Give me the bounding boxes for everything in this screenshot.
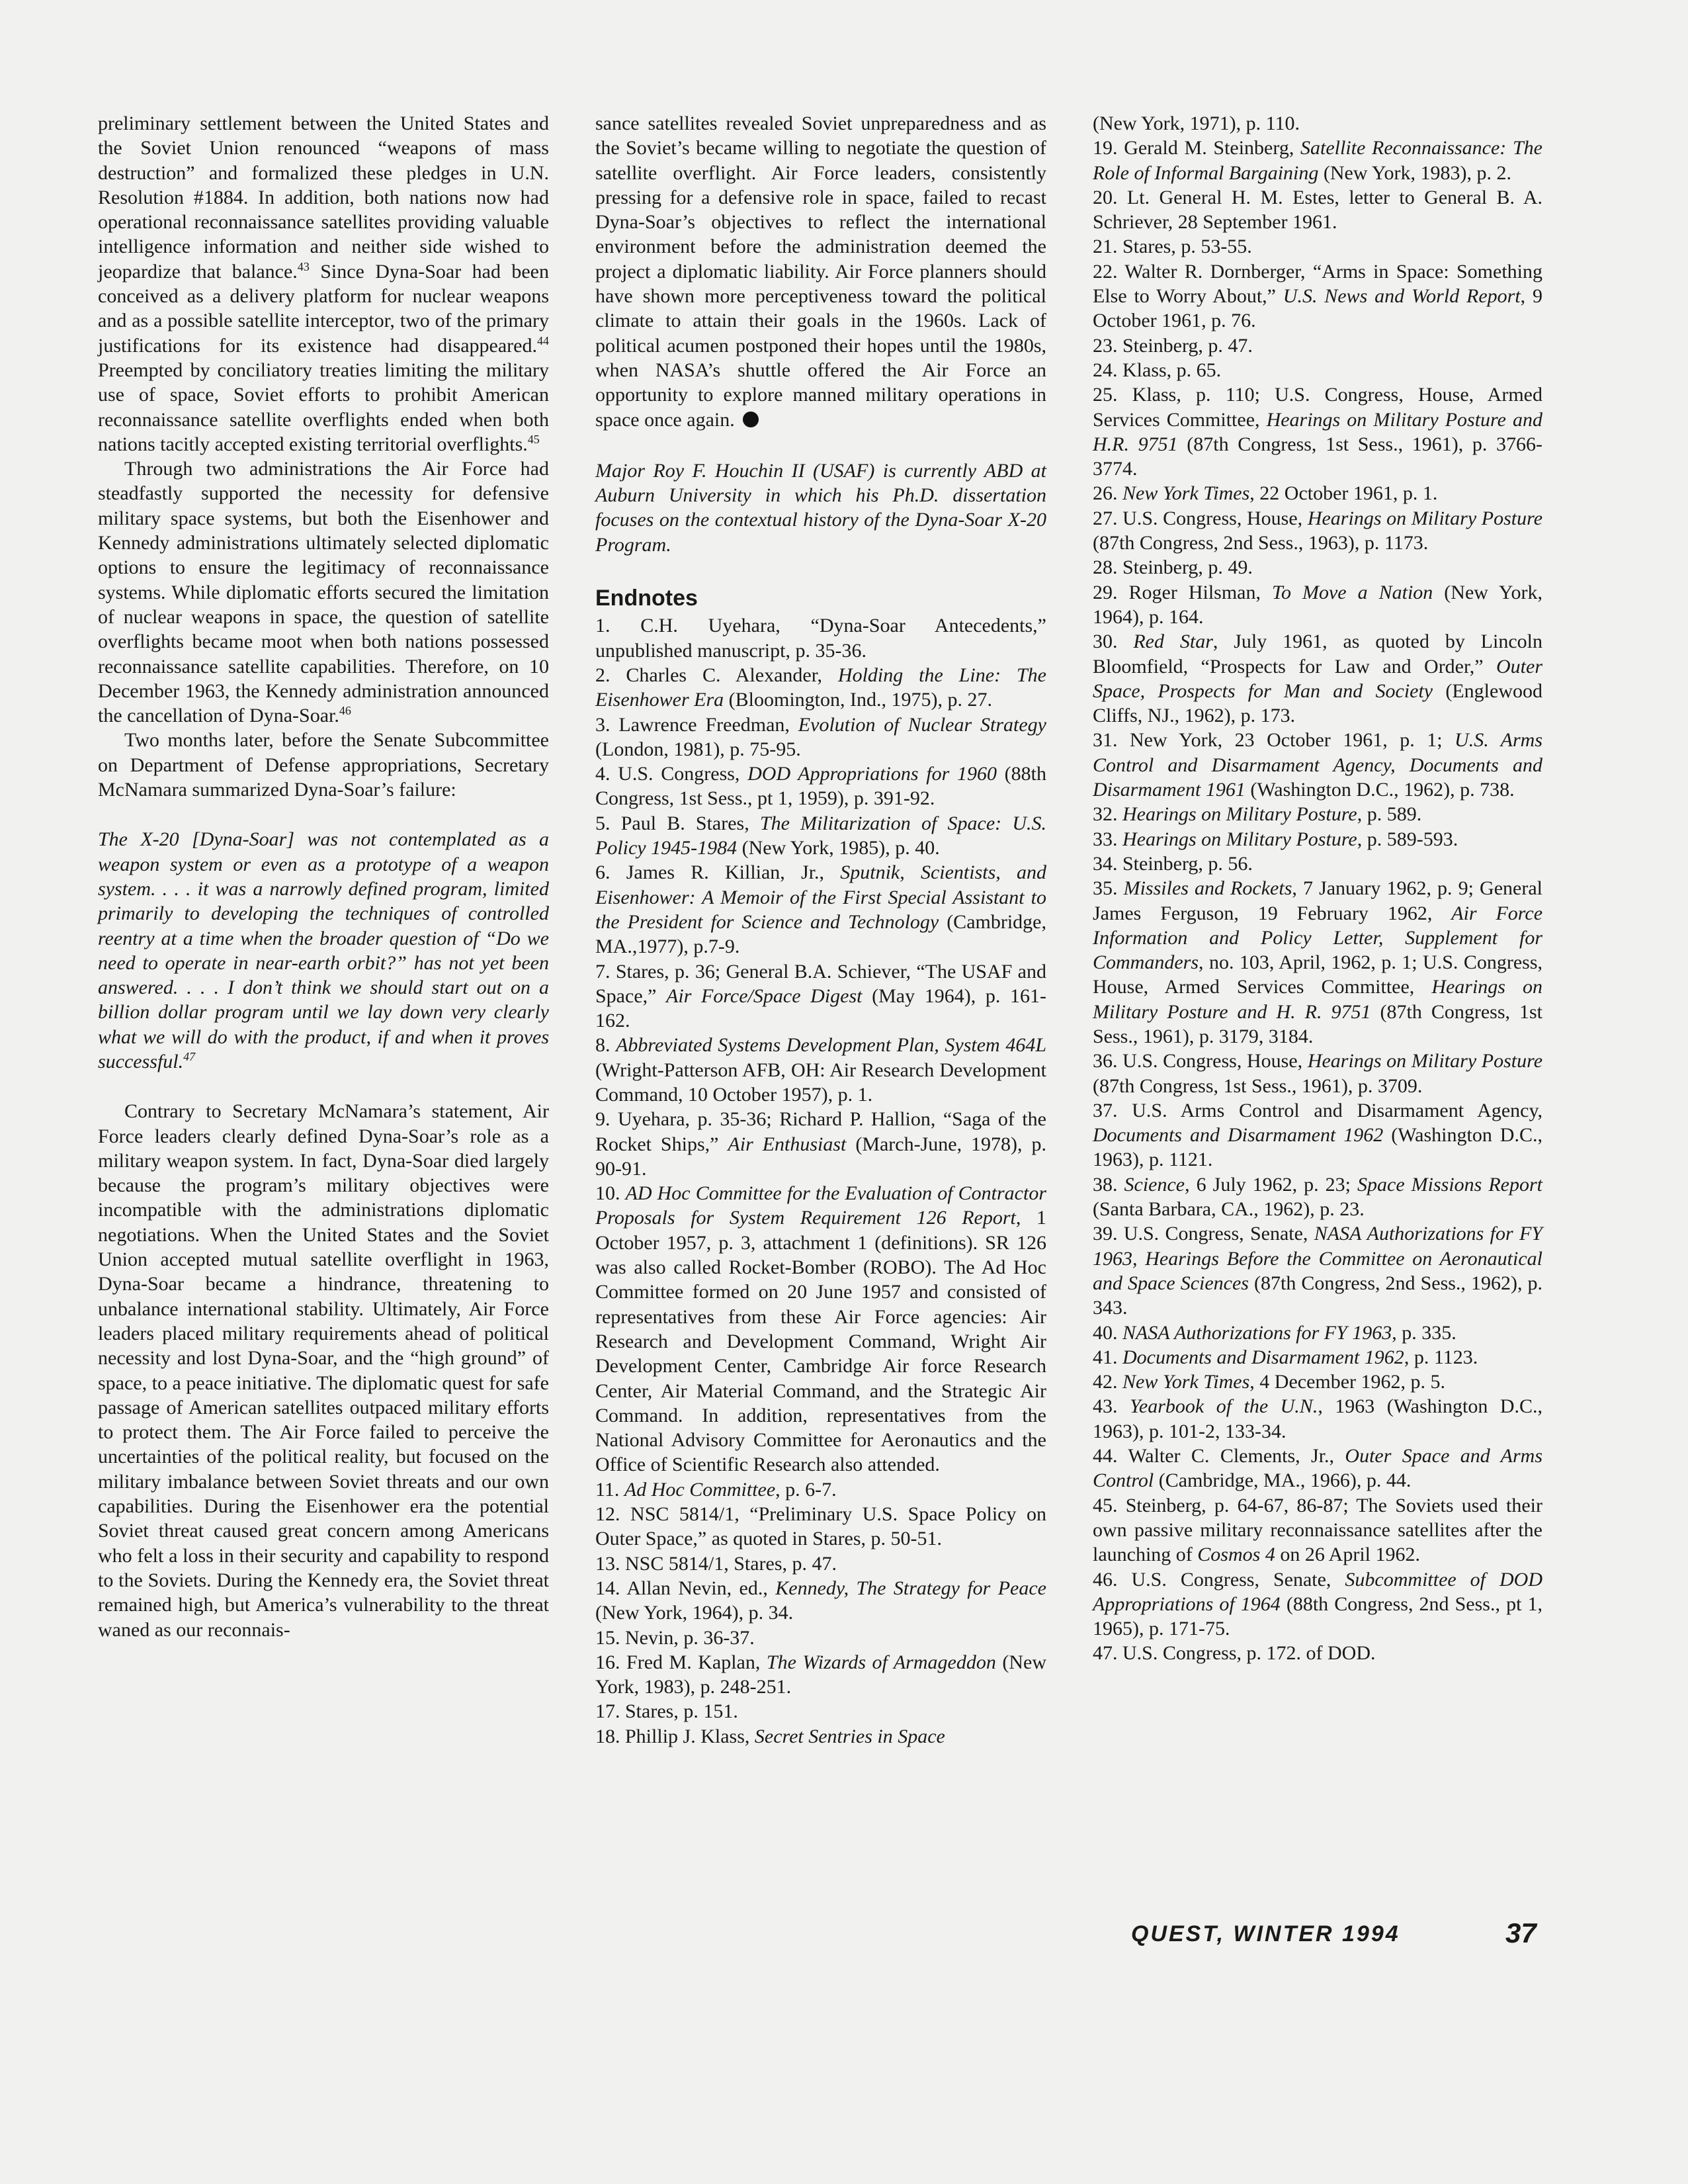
endnote: 43. Yearbook of the U.N., 1963 (Washington D.C., 1963), p. 101-2, 133-34. (1093, 1395, 1542, 1442)
endnote: 10. AD Hoc Committee for the Evaluation of Contractor Proposals for System Requirement 126 Report, 1 October 1957, p. 3, attachment 1 (definitions). SR 126 was also called Rocket-Bomber (ROBO). The Ad Hoc Committee formed on 20 June 1957 and consisted of representatives from these Air Force agencies: Air Research and Development Command, Wright Air Development Center, Cambridge Air force Research Center, Air Material Command, and the Strategic Air Command. In addition, representatives from the National Advisory Committee for Aeronautics and the Office of Scientific Research also attended. (595, 1182, 1047, 1476)
endnote: 34. Steinberg, p. 56. (1093, 852, 1253, 875)
endnote: 8. Abbreviated Systems Development Plan, System 464L (Wright-Patterson AFB, OH: Air Research Development Command, 10 October 1957), p. 1. (595, 1034, 1046, 1106)
footnote-ref: 47 (183, 1049, 196, 1063)
endnote: 4. U.S. Congress, DOD Appropriations for 1960 (88th Congress, 1st Sess., pt 1, 1959), p. 391-92. (595, 763, 1046, 810)
endnote: 35. Missiles and Rockets, 7 January 1962, p. 9; General James Ferguson, 19 February 1962, Air Force Information and Policy Letter, Supplement for Commanders, no. 103, April, 1962, p. 1; U.S. Congress, House, Armed Services Committee, Hearings on Military Posture and H. R. 9751 (87th Congress, 1st Sess., 1961), p. 3179, 3184. (1093, 877, 1543, 1047)
endnote: (New York, 1971), p. 110. (1093, 112, 1300, 134)
paragraph: Through two administrations the Air Force had steadfastly supported the necessity for defensive military space systems, but both the Eisenhower and Kennedy administrations ultimately selected diplomatic options to ensure the legitimacy of reconnaissance systems. While diplomatic efforts secured the limitation of nuclear weapons in space, the question of satellite overflights became moot when both nations possessed reconnaissance satellite capabilities. Therefore, on 10 December 1963, the Kennedy administration announced the cancellation of Dyna-Soar.$^{46}$ (98, 458, 549, 727)
endnote: 18. Phillip J. Klass, Secret Sentries in Space (595, 1725, 945, 1747)
endnote: 24. Klass, p. 65. (1093, 359, 1222, 381)
endnote: 6. James R. Killian, Jr., Sputnik, Scientists, and Eisenhower: A Memoir of the First Special Assistant to the President for Science and Technology (Cambridge, MA.,1977), p.7-9. (595, 861, 1046, 958)
endnote: 7. Stares, p. 36; General B.A. Schiever, “The USAF and Space,” Air Force/Space Digest (May 1964), p. 161-162. (595, 960, 1046, 1032)
endnote: 30. Red Star, July 1961, as quoted by Lincoln Bloomfield, “Prospects for Law and Order,” Outer Space, Prospects for Man and Society (Englewood Cliffs, NJ., 1962), p. 173. (1093, 631, 1542, 727)
endnote: 25. Klass, p. 110; U.S. Congress, House, Armed Services Committee, Hearings on Military Posture and H.R. 9751 (87th Congress, 1st Sess., 1961), p. 3766-3774. (1093, 384, 1542, 480)
column-1 (98, 111, 549, 1642)
endnote: 23. Steinberg, p. 47. (1093, 334, 1253, 357)
endnote: 15. Nevin, p. 36-37. (595, 1626, 755, 1649)
endnote: 32. Hearings on Military Posture, p. 589. (1093, 803, 1422, 826)
endnote: 41. Documents and Disarmament 1962, p. 1123. (1093, 1346, 1478, 1368)
endnote: 21. Stares, p. 53-55. (1093, 236, 1252, 258)
endnote: 13. NSC 5814/1, Stares, p. 47. (595, 1552, 837, 1575)
block-quote: The X-20 [Dyna-Soar] was not contemplated as a weapon system or even as a prototype of a weapon system. . . . it was a narrowly defined program, limited primarily to developing the techniques of controlled reentry at a time when the broader question of “Do we need to operate in near-earth orbit?” has not yet been answered. . . . I don’t think we should start out on a billion dollar program until we lay down very clearly what we will do with the product, if and when it proves successful.$^{47}$ (98, 828, 549, 1072)
endnote: 37. U.S. Arms Control and Disarmament Agency, Documents and Disarmament 1962 (Washington D.C., 1963), p. 1121. (1093, 1099, 1542, 1171)
footnote-ref: 46 (339, 704, 351, 718)
endnotes-list (1093, 111, 1542, 1666)
issue-label: QUEST, WINTER 1994 (1131, 1921, 1400, 1946)
endnote: 5. Paul B. Stares, The Militarization of Space: U.S. Policy 1945-1984 (New York, 1985), p. 40. (595, 812, 1046, 859)
endnote: 33. Hearings on Military Posture, p. 589-593. (1093, 828, 1458, 850)
endnote: 36. U.S. Congress, House, Hearings on Military Posture (87th Congress, 1st Sess., 1961), p. 3709. (1093, 1050, 1543, 1097)
endnote: 45. Steinberg, p. 64-67, 86-87; The Soviets used their own passive military reconnaissance satellites after the launching of Cosmos 4 on 26 April 1962. (1093, 1494, 1542, 1566)
column-2 (595, 111, 1046, 1749)
endnotes-heading: Endnotes (595, 586, 698, 611)
footnote-ref: 43 (297, 259, 310, 273)
end-mark-icon (743, 412, 759, 427)
endnote: 46. U.S. Congress, Senate, Subcommittee of DOD Appropriations of 1964 (88th Congress, 2nd Sess., pt 1, 1965), p. 171-75. (1093, 1568, 1542, 1640)
paragraph: preliminary settlement between the United States and the Soviet Union renounced “weapons of mass destruction” and formalized these pledges in U.N. Resolution #1884. In addition, both nations now had operational reconnaissance satellites providing valuable intelligence information and neither side wished to jeopardize that balance.$^{43}$ Since Dyna-Soar had been conceived as a delivery platform for nuclear weapons and as a possible satellite interceptor, two of the primary justifications for its existence had disappeared.$^{44}$ Preempted by conciliatory treaties limiting the military use of space, Soviet efforts to prohibit American reconnaissance satellite overflights ended when both nations tacitly accepted existing territorial overflights.$^{45}$ (98, 112, 549, 455)
endnote: 31. New York, 23 October 1961, p. 1; U.S. Arms Control and Disarmament Agency, Documents and Disarmament 1961 (Washington D.C., 1962), p. 738. (1093, 729, 1542, 801)
endnote: 2. Charles C. Alexander, Holding the Line: The Eisenhower Era (Bloomington, Ind., 1975), p. 27. (595, 664, 1046, 711)
endnote: 26. New York Times, 22 October 1961, p. 1. (1093, 482, 1438, 505)
endnote: 28. Steinberg, p. 49. (1093, 556, 1253, 579)
page-number: 37 (1505, 1917, 1537, 1948)
endnote: 1. C.H. Uyehara, “Dyna-Soar Antecedents,” unpublished manuscript, p. 35-36. (595, 615, 1046, 662)
column-3 (1093, 111, 1542, 1666)
paragraph: sance satellites revealed Soviet unpreparedness and as the Soviet’s became willing to negotiate the question of satellite overflight. Air Force leaders, consistently pressing for a defensive role in space, failed to recast Dyna-Soar’s objectives to reflect the international environment before the administration deemed the project a diplomatic liability. Air Force planners should have shown more perceptiveness toward the political climate to attain their goals in the 1960s. Lack of political acumen postponed their hopes until the 1980s, when NASA’s shuttle offered the Air Force an opportunity to explore manned military operations in space once again. (595, 112, 1046, 431)
endnote: 47. U.S. Congress, p. 172. of DOD. (1093, 1642, 1376, 1665)
endnote: 9. Uyehara, p. 35-36; Richard P. Hallion, “Saga of the Rocket Ships,” Air Enthusiast (March-June, 1978), p. 90-91. (595, 1108, 1046, 1180)
endnote: 17. Stares, p. 151. (595, 1700, 738, 1723)
endnote: 11. Ad Hoc Committee, p. 6-7. (595, 1478, 837, 1501)
endnote: 42. New York Times, 4 December 1962, p. 5. (1093, 1371, 1446, 1393)
footnote-ref: 44 (537, 333, 549, 347)
endnote: 38. Science, 6 July 1962, p. 23; Space Missions Report (Santa Barbara, CA., 1962), p. 23. (1093, 1173, 1542, 1221)
author-bio: Major Roy F. Houchin II (USAF) is currently ABD at Auburn University in which his Ph.D. dissertation focuses on the contextual history of the Dyna-Soar X-20 Program. (595, 459, 1046, 556)
endnote: 44. Walter C. Clements, Jr., Outer Space and Arms Control (Cambridge, MA., 1966), p. 44. (1093, 1445, 1542, 1492)
endnote: 14. Allan Nevin, ed., Kennedy, The Strategy for Peace (New York, 1964), p. 34. (595, 1577, 1046, 1624)
endnote: 22. Walter R. Dornberger, “Arms in Space: Something Else to Worry About,” U.S. News and World Report, 9 October 1961, p. 76. (1093, 260, 1542, 332)
paragraph: Two months later, before the Senate Subcommittee on Department of Defense appropriations, Secretary McNamara summarized Dyna-Soar’s failure: (98, 729, 549, 801)
endnote: 40. NASA Authorizations for FY 1963, p. 335. (1093, 1321, 1456, 1344)
endnote: 12. NSC 5814/1, “Preliminary U.S. Space Policy on Outer Space,” as quoted in Stares, p. 50-51. (595, 1503, 1046, 1550)
endnote: 16. Fred M. Kaplan, The Wizards of Armageddon (New York, 1983), p. 248-251. (595, 1651, 1047, 1698)
footnote-ref: 45 (527, 432, 540, 446)
endnote: 19. Gerald M. Steinberg, Satellite Reconnaissance: The Role of Informal Bargaining (New York, 1983), p. 2. (1093, 137, 1542, 184)
endnote: 39. U.S. Congress, Senate, NASA Authorizations for FY 1963, Hearings Before the Committee on Aeronautical and Space Sciences (87th Congress, 2nd Sess., 1962), p. 343. (1093, 1223, 1542, 1319)
endnote: 3. Lawrence Freedman, Evolution of Nuclear Strategy (London, 1981), p. 75-95. (595, 713, 1046, 760)
paragraph: Contrary to Secretary McNamara’s statement, Air Force leaders clearly defined Dyna-Soar’s role as a military weapon system. In fact, Dyna-Soar died largely because the program’s military objectives were incompatible with the administrations diplomatic negotiations. When the United States and the Soviet Union accepted mutual satellite overflight in 1963, Dyna-Soar became a hindrance, threatening to unbalance international stability. Ultimately, Air Force leaders placed military requirements ahead of political necessity and lost Dyna-Soar, and the “high ground” of space, to a peace initiative. The diplomatic quest for safe passage of American satellites outpaced military efforts to protect them. The Air Force failed to perceive the uncertainties of the political reality, but focused on the military imbalance between Soviet threats and our own capabilities. During the Eisenhower era the potential Soviet threat caused great concern among Americans who felt a loss in their security and capability to respond to the Soviets. During the Kennedy era, the Soviet threat remained high, but America’s vulnerability to the threat waned as our reconnais- (98, 1100, 549, 1641)
endnotes-list (595, 613, 1046, 1749)
endnote: 29. Roger Hilsman, To Move a Nation (New York, 1964), p. 164. (1093, 581, 1542, 628)
endnote: 20. Lt. General H. M. Estes, letter to General B. A. Schriever, 28 September 1961. (1093, 186, 1542, 234)
endnote: 27. U.S. Congress, House, Hearings on Military Posture (87th Congress, 2nd Sess., 1963), p. 1173. (1093, 507, 1543, 554)
